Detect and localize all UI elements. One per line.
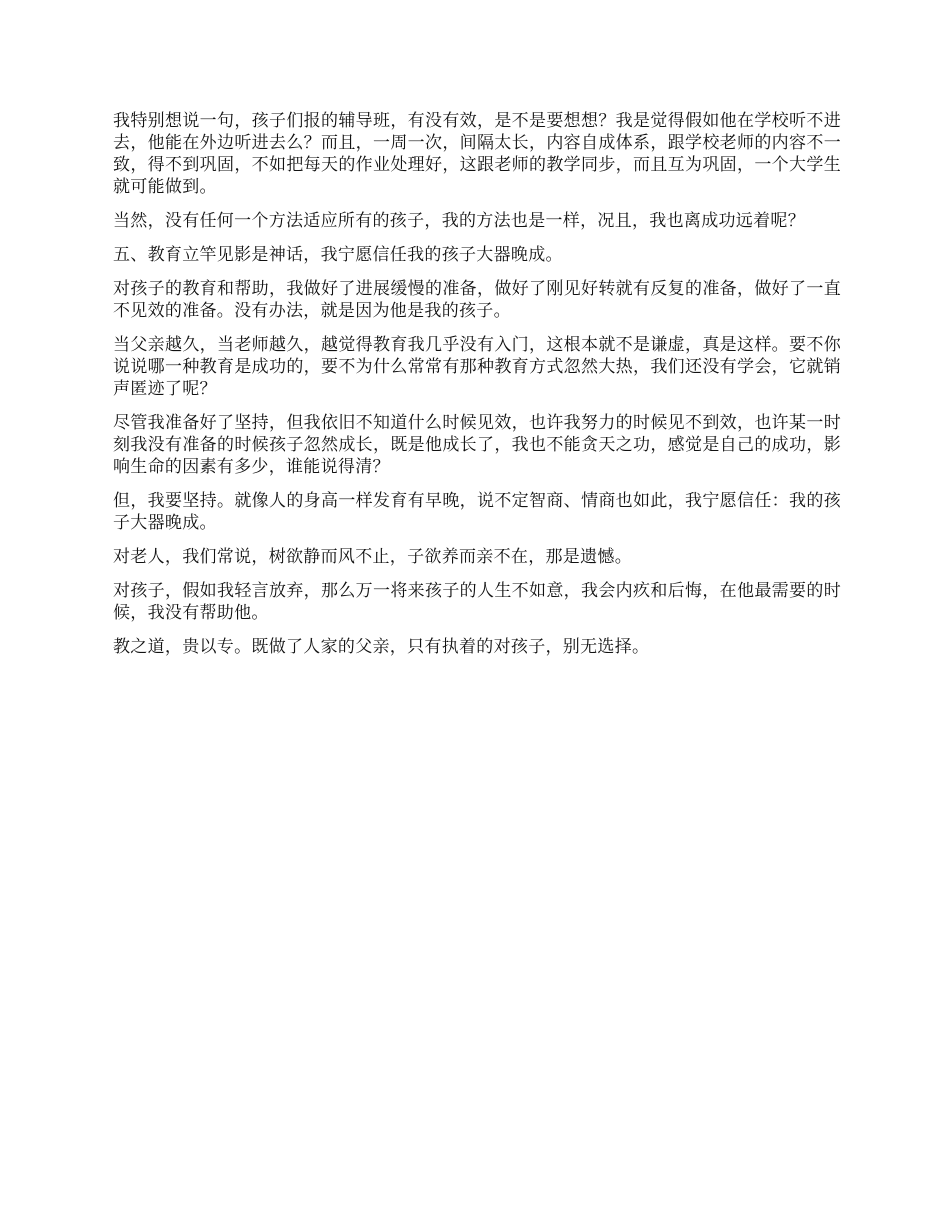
paragraph-late-bloomer: 但，我要坚持。就像人的身高一样发育有早晚，说不定智商、情商也如此，我宁愿信任：我的孩子大器晚成。 <box>113 491 841 533</box>
paragraph-persistence: 尽管我准备好了坚持，但我依旧不知道什么时候见效，也许我努力的时候见不到效，也许某一时刻我没有准备的时候孩子忽然成长，既是他成长了，我也不能贪天之功，感觉是自己的成功，影响生命的因素有多少，谁能说得清？ <box>113 413 841 477</box>
paragraph-being-father-teacher: 当父亲越久，当老师越久，越觉得教育我几乎没有入门，这根本就不是谦虚，真是这样。要不你说说哪一种教育是成功的，要不为什么常常有那种教育方式忽然大热，我们还没有学会，它就销声匿迹了呢？ <box>113 335 841 399</box>
paragraph-never-give-up: 对孩子，假如我轻言放弃，那么万一将来孩子的人生不如意，我会内疚和后悔，在他最需要的时候，我没有帮助他。 <box>113 581 841 623</box>
paragraph-conclusion: 教之道，贵以专。既做了人家的父亲，只有执着的对孩子，别无选择。 <box>113 637 650 657</box>
paragraph-elders: 对老人，我们常说，树欲静而风不止，子欲养而亲不在，那是遗憾。 <box>113 547 632 567</box>
paragraph-no-universal-method: 当然，没有任何一个方法适应所有的孩子，我的方法也是一样，况且，我也离成功远着呢？ <box>113 211 805 231</box>
paragraph-slow-progress: 对孩子的教育和帮助，我做好了进展缓慢的准备，做好了刚见好转就有反复的准备，做好了一直不见效的准备。没有办法，就是因为他是我的孩子。 <box>113 279 841 321</box>
document-body <box>113 110 841 670</box>
paragraph-tutoring-classes: 我特别想说一句，孩子们报的辅导班，有没有效，是不是要想想？我是觉得假如他在学校听不进去，他能在外边听进去么？而且，一周一次，间隔太长，内容自成体系，跟学校老师的内容不一致，得不到巩固，不如把每天的作业处理好，这跟老师的教学同步，而且互为巩固，一个大学生就可能做到。 <box>113 111 841 197</box>
section-heading-five: 五、教育立竿见影是神话，我宁愿信任我的孩子大器晚成。 <box>113 245 563 265</box>
